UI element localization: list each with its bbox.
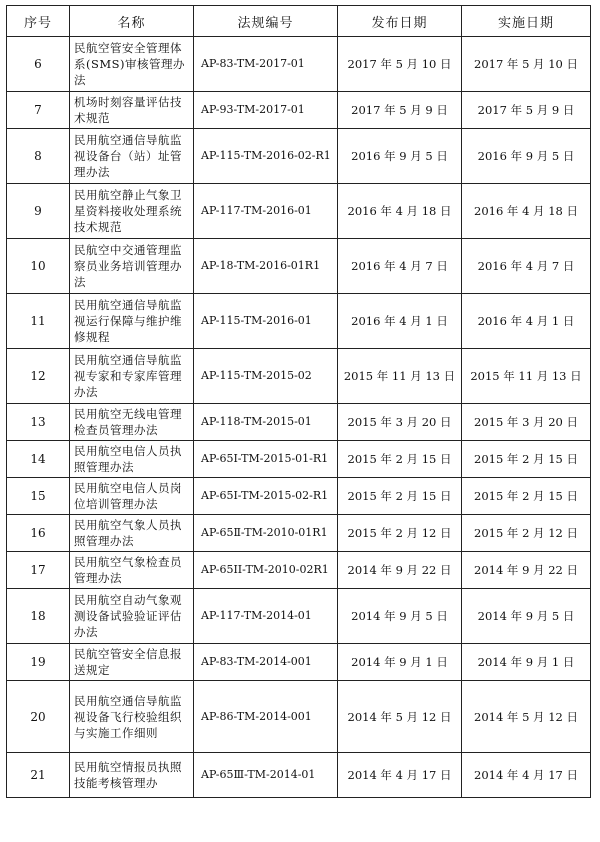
row-code: AP-115-TM-2016-02-R1 bbox=[194, 129, 338, 184]
row-no: 12 bbox=[7, 349, 70, 404]
row-code: AP-117-TM-2016-01 bbox=[194, 184, 338, 239]
row-name: 民用航空电信人员岗位培训管理办法 bbox=[70, 478, 194, 515]
row-no: 14 bbox=[7, 441, 70, 478]
table-row bbox=[7, 644, 591, 681]
table-row bbox=[7, 404, 591, 441]
row-code: AP-65Ⅲ-TM-2014-01 bbox=[194, 753, 338, 798]
row-name: 民航空管安全管理体系(SMS)审核管理办法 bbox=[70, 37, 194, 92]
table-row bbox=[7, 37, 591, 92]
row-no: 9 bbox=[7, 184, 70, 239]
row-published: 2015 年 2 月 15 日 bbox=[338, 441, 462, 478]
row-no: 19 bbox=[7, 644, 70, 681]
row-effective: 2017 年 5 月 10 日 bbox=[462, 37, 591, 92]
table-row bbox=[7, 589, 591, 644]
row-published: 2015 年 11 月 13 日 bbox=[338, 349, 462, 404]
row-effective: 2015 年 2 月 15 日 bbox=[462, 441, 591, 478]
row-code: AP-83-TM-2014-001 bbox=[194, 644, 338, 681]
row-published: 2014 年 9 月 1 日 bbox=[338, 644, 462, 681]
row-name: 机场时刻容量评估技术规范 bbox=[70, 92, 194, 129]
row-code: AP-117-TM-2014-01 bbox=[194, 589, 338, 644]
row-published: 2017 年 5 月 9 日 bbox=[338, 92, 462, 129]
table-row bbox=[7, 753, 591, 798]
row-effective: 2014 年 9 月 22 日 bbox=[462, 552, 591, 589]
row-published: 2014 年 9 月 22 日 bbox=[338, 552, 462, 589]
row-name: 民用航空无线电管理检查员管理办法 bbox=[70, 404, 194, 441]
row-no: 16 bbox=[7, 515, 70, 552]
row-name: 民用航空情报员执照技能考核管理办 bbox=[70, 753, 194, 798]
row-code: AP-65I-TM-2015-02-R1 bbox=[194, 478, 338, 515]
row-effective: 2014 年 9 月 1 日 bbox=[462, 644, 591, 681]
table-row bbox=[7, 129, 591, 184]
row-no: 15 bbox=[7, 478, 70, 515]
header-effective: 实施日期 bbox=[462, 6, 591, 37]
table-header-row bbox=[7, 6, 591, 37]
row-published: 2016 年 4 月 7 日 bbox=[338, 239, 462, 294]
row-published: 2015 年 3 月 20 日 bbox=[338, 404, 462, 441]
row-code: AP-83-TM-2017-01 bbox=[194, 37, 338, 92]
header-name: 名称 bbox=[70, 6, 194, 37]
row-published: 2017 年 5 月 10 日 bbox=[338, 37, 462, 92]
row-effective: 2014 年 5 月 12 日 bbox=[462, 681, 591, 753]
row-no: 17 bbox=[7, 552, 70, 589]
table-row bbox=[7, 349, 591, 404]
regulations-table-wrapper bbox=[6, 5, 590, 798]
row-published: 2015 年 2 月 12 日 bbox=[338, 515, 462, 552]
row-name: 民用航空通信导航监视专家和专家库管理办法 bbox=[70, 349, 194, 404]
header-code: 法规编号 bbox=[194, 6, 338, 37]
row-effective: 2017 年 5 月 9 日 bbox=[462, 92, 591, 129]
row-name: 民用航空通信导航监视设备台（站）址管理办法 bbox=[70, 129, 194, 184]
row-effective: 2015 年 11 月 13 日 bbox=[462, 349, 591, 404]
row-published: 2014 年 5 月 12 日 bbox=[338, 681, 462, 753]
header-no: 序号 bbox=[7, 6, 70, 37]
row-name: 民航空中交通管理监察员业务培训管理办法 bbox=[70, 239, 194, 294]
table-row bbox=[7, 681, 591, 753]
row-no: 6 bbox=[7, 37, 70, 92]
table-row bbox=[7, 515, 591, 552]
table-row bbox=[7, 552, 591, 589]
row-code: AP-115-TM-2015-02 bbox=[194, 349, 338, 404]
row-name: 民用航空通信导航监视运行保障与维护维修规程 bbox=[70, 294, 194, 349]
row-published: 2016 年 4 月 18 日 bbox=[338, 184, 462, 239]
row-no: 7 bbox=[7, 92, 70, 129]
row-no: 13 bbox=[7, 404, 70, 441]
row-published: 2016 年 9 月 5 日 bbox=[338, 129, 462, 184]
row-effective: 2015 年 2 月 15 日 bbox=[462, 478, 591, 515]
row-code: AP-118-TM-2015-01 bbox=[194, 404, 338, 441]
row-no: 21 bbox=[7, 753, 70, 798]
table-row bbox=[7, 294, 591, 349]
row-effective: 2014 年 9 月 5 日 bbox=[462, 589, 591, 644]
row-effective: 2016 年 9 月 5 日 bbox=[462, 129, 591, 184]
row-name: 民用航空自动气象观测设备试验验证评估办法 bbox=[70, 589, 194, 644]
row-published: 2014 年 9 月 5 日 bbox=[338, 589, 462, 644]
row-code: AP-93-TM-2017-01 bbox=[194, 92, 338, 129]
row-name: 民用航空气象检查员管理办法 bbox=[70, 552, 194, 589]
row-no: 11 bbox=[7, 294, 70, 349]
row-name: 民航空管安全信息报送规定 bbox=[70, 644, 194, 681]
row-name: 民用航空电信人员执照管理办法 bbox=[70, 441, 194, 478]
row-effective: 2015 年 2 月 12 日 bbox=[462, 515, 591, 552]
row-name: 民用航空静止气象卫星资料接收处理系统技术规范 bbox=[70, 184, 194, 239]
table-row bbox=[7, 184, 591, 239]
row-code: AP-65I-TM-2015-01-R1 bbox=[194, 441, 338, 478]
row-effective: 2016 年 4 月 1 日 bbox=[462, 294, 591, 349]
table-row bbox=[7, 92, 591, 129]
row-no: 20 bbox=[7, 681, 70, 753]
table-row bbox=[7, 239, 591, 294]
regulations-table bbox=[6, 5, 591, 798]
row-effective: 2016 年 4 月 18 日 bbox=[462, 184, 591, 239]
row-code: AP-65Ⅱ-TM-2010-01R1 bbox=[194, 515, 338, 552]
row-code: AP-86-TM-2014-001 bbox=[194, 681, 338, 753]
row-name: 民用航空气象人员执照管理办法 bbox=[70, 515, 194, 552]
row-published: 2014 年 4 月 17 日 bbox=[338, 753, 462, 798]
row-no: 10 bbox=[7, 239, 70, 294]
row-no: 8 bbox=[7, 129, 70, 184]
row-name: 民用航空通信导航监视设备飞行校验组织与实施工作细则 bbox=[70, 681, 194, 753]
row-effective: 2014 年 4 月 17 日 bbox=[462, 753, 591, 798]
row-code: AP-65II-TM-2010-02R1 bbox=[194, 552, 338, 589]
row-published: 2016 年 4 月 1 日 bbox=[338, 294, 462, 349]
row-published: 2015 年 2 月 15 日 bbox=[338, 478, 462, 515]
table-row bbox=[7, 478, 591, 515]
row-effective: 2016 年 4 月 7 日 bbox=[462, 239, 591, 294]
row-effective: 2015 年 3 月 20 日 bbox=[462, 404, 591, 441]
row-code: AP-115-TM-2016-01 bbox=[194, 294, 338, 349]
row-no: 18 bbox=[7, 589, 70, 644]
row-code: AP-18-TM-2016-01R1 bbox=[194, 239, 338, 294]
header-published: 发布日期 bbox=[338, 6, 462, 37]
table-row bbox=[7, 441, 591, 478]
